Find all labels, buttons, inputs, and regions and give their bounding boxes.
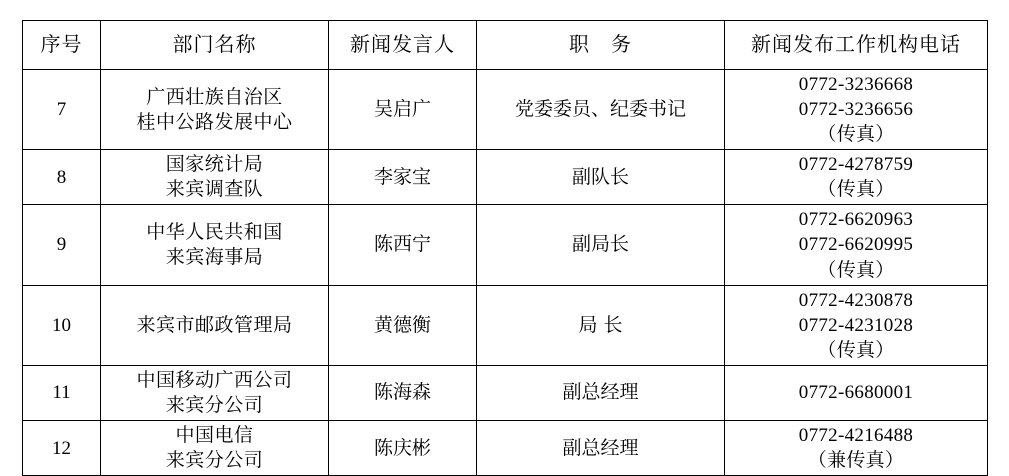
phone-line: 0772-3236668 — [798, 74, 914, 95]
table-body — [23, 70, 988, 476]
table-header-row — [23, 21, 988, 70]
title-line: 副队长 — [571, 166, 629, 188]
cell-index: 7 — [23, 70, 101, 150]
cell-index: 8 — [23, 150, 101, 205]
cell-index: 11 — [23, 365, 101, 420]
cell-title — [477, 205, 725, 285]
table-row — [23, 70, 988, 150]
department-line: 中国移动广西公司 — [136, 369, 293, 391]
department-line: 中国电信 — [175, 425, 254, 447]
phone-note: （传真） — [817, 259, 895, 281]
cell-department — [101, 421, 329, 476]
spokesperson-contact-table — [22, 20, 988, 476]
cell-index: 10 — [23, 285, 101, 365]
title-line: 党委委员、纪委书记 — [514, 99, 686, 121]
department-line: 来宾分公司 — [165, 450, 264, 472]
cell-spokesperson: 陈庆彬 — [329, 421, 477, 476]
cell-department — [101, 365, 329, 420]
cell-phone — [725, 70, 988, 150]
cell-spokesperson: 吴启广 — [329, 70, 477, 150]
phone-line: 0772-4230878 — [798, 289, 914, 311]
table-row — [23, 285, 988, 365]
department-line: 来宾市邮政管理局 — [136, 314, 293, 336]
cell-department — [101, 150, 329, 205]
phone-line: 0772-6620995 — [798, 234, 914, 256]
cell-index: 12 — [23, 421, 101, 476]
column-header-index: 序号 — [23, 21, 101, 70]
title-line: 副总经理 — [562, 437, 639, 459]
title-line: 副局长 — [571, 234, 629, 256]
cell-department — [101, 205, 329, 285]
cell-phone — [725, 205, 988, 285]
cell-spokesperson: 黄德衡 — [329, 285, 477, 365]
phone-line: 0772-4216488 — [798, 425, 914, 447]
cell-spokesperson: 陈西宁 — [329, 205, 477, 285]
column-header-phone: 新闻发布工作机构电话 — [725, 21, 988, 70]
department-line: 来宾调查队 — [165, 179, 264, 201]
cell-title — [477, 150, 725, 205]
phone-line: 0772-3236656 — [798, 99, 914, 121]
cell-title — [477, 70, 725, 150]
cell-spokesperson: 陈海森 — [329, 365, 477, 420]
column-header-title: 职 务 — [477, 21, 725, 70]
department-line: 广西壮族自治区 — [146, 86, 283, 108]
column-header-department: 部门名称 — [101, 21, 329, 70]
phone-note: （传真） — [817, 124, 895, 146]
cell-department — [101, 70, 329, 150]
cell-spokesperson: 李家宝 — [329, 150, 477, 205]
phone-note: （传真） — [817, 179, 895, 201]
phone-note: （传真） — [817, 339, 895, 361]
cell-index: 9 — [23, 205, 101, 285]
department-line: 国家统计局 — [165, 154, 264, 176]
table-row — [23, 421, 988, 476]
cell-phone — [725, 421, 988, 476]
cell-title — [477, 365, 725, 420]
title-line: 局长 — [578, 314, 629, 336]
cell-title — [477, 285, 725, 365]
phone-line: 0772-4231028 — [798, 314, 914, 336]
phone-line: 0772-6620963 — [798, 209, 914, 231]
phone-note: （兼传真） — [807, 450, 905, 472]
table-row — [23, 150, 988, 205]
column-header-spokesperson: 新闻发言人 — [329, 21, 477, 70]
table-row — [23, 365, 988, 420]
cell-title — [477, 421, 725, 476]
department-line: 来宾海事局 — [165, 247, 264, 268]
cell-phone — [725, 150, 988, 205]
phone-line: 0772-4278759 — [798, 154, 914, 176]
cell-phone — [725, 285, 988, 365]
cell-phone — [725, 365, 988, 420]
table-header — [23, 21, 988, 70]
department-line: 桂中公路发展中心 — [136, 111, 293, 133]
phone-line: 0772-6680001 — [798, 382, 914, 404]
table-row — [23, 205, 988, 285]
department-line: 来宾分公司 — [165, 394, 264, 416]
title-line: 副总经理 — [562, 382, 639, 404]
cell-department — [101, 285, 329, 365]
department-line: 中华人民共和国 — [146, 221, 283, 243]
